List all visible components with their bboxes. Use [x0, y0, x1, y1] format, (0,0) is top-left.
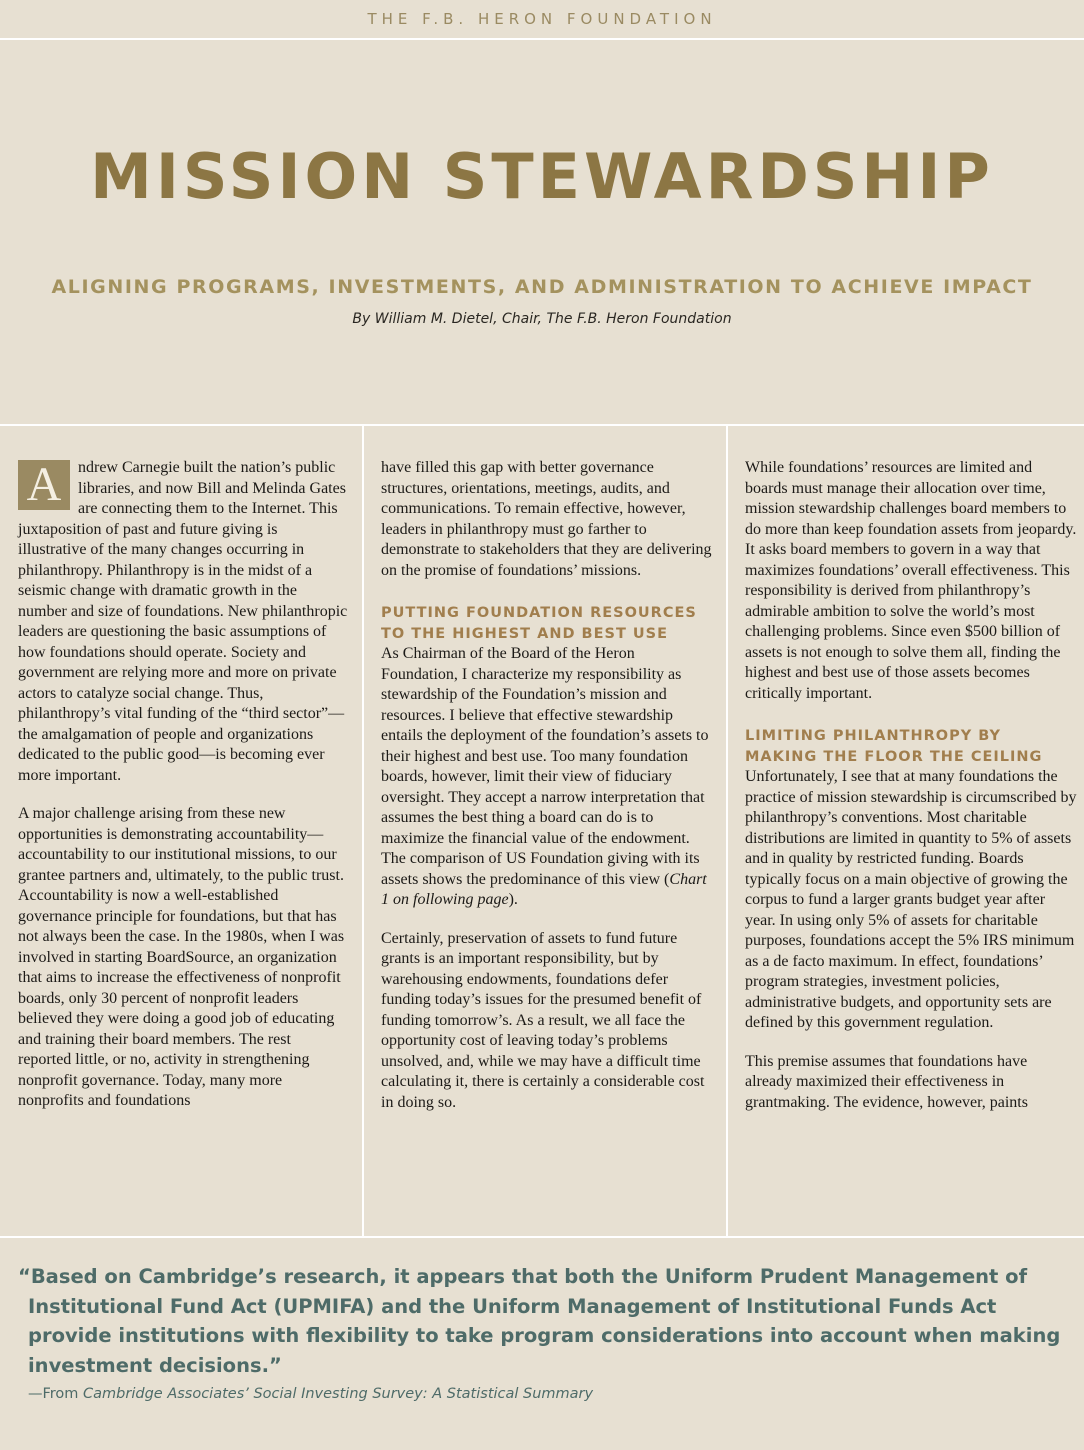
paragraph: A major challenge arising from these new opportunities is demonstrating accountability—accountability to our institutional missions, to our grantee partners and, ultimately, to the public trust. Accountability is now a well-established governance principle for foundations, but that has not always been the case. In the 1980s, when I was involved in starting BoardSource, an organization that aims to increase the effectiveness of nonprofit boards, only 30 percent of nonprofit leaders believed they were doing a good job of educating and training their board members. The rest reported little, or no, activity in strengthening nonprofit governance. Today, many more nonprofits and foundations: [18, 805, 345, 1109]
column-1: [0, 426, 364, 1236]
column-2: [364, 426, 728, 1236]
chart-reference: Chart 1 on following page: [381, 870, 707, 908]
org-name: THE F.B. HERON FOUNDATION: [367, 10, 717, 28]
article-columns: [0, 424, 1084, 1238]
paragraph: have filled this gap with better governance structures, orientations, meetings, audits, and communications. To remain effective, however, leaders in philanthropy must go farther to demonstrate to stakeholders that they are delivering on the promise of foundations’ missions.: [381, 459, 712, 579]
pull-quote-attribution: —From Cambridge Associates’ Social Investing Survey: A Statistical Summary: [28, 1386, 594, 1402]
source-title: Cambridge Associates’ Social Investing Survey: A Statistical Summary: [83, 1386, 594, 1402]
paragraph: While foundations’ resources are limited and boards must manage their allocation over time, mission stewardship challenges board members to do more than keep foundation assets from jeopardy. It asks board members to govern in a way that maximizes foundations’ overall effectiveness. This responsibility is derived from philanthropy’s admirable ambition to solve the world’s most challenging problems. Since even $500 billion of assets is not enough to solve them all, finding the highest and best use of those assets becomes critically important.: [745, 459, 1077, 702]
paragraph: Certainly, preservation of assets to fund future grants is an important responsibility, but by warehousing endowments, foundations defer funding today’s issues for the presumed benefit of funding tomorrow’s. As a result, we all face the opportunity cost of leaving today’s problems unsolved, and, while we may have a difficult time calculating it, there is certainly a considerable cost in doing so.: [381, 929, 705, 1111]
paragraph: As Chairman of the Board of the Heron Foundation, I characterize my responsibility as stewardship of the Foundation’s mission and resources. I believe that effective stewardship entails the deployment of the foundation’s assets to their highest and best use. Too many foundation boards, however, limit their view of fiduciary oversight. They accept a narrow interpretation that assumes the best thing a board can do is to maximize the financial value of the endowment. The comparison of US Foundation giving with its assets shows the predominance of this view (Chart 1 on following page).: [381, 645, 709, 908]
header-bar: [0, 0, 1084, 40]
pull-quote: [18, 1262, 1068, 1402]
page-title: MISSION STEWARDSHIP: [90, 140, 994, 213]
page-subtitle: ALIGNING PROGRAMS, INVESTMENTS, AND ADMINISTRATION TO ACHIEVE IMPACT: [51, 276, 1033, 298]
column-3: [728, 426, 1084, 1236]
pull-quote-text: “Based on Cambridge’s research, it appears that both the Uniform Prudent Management of Institutional Fund Act (UPMIFA) and the Uniform Management of Institutional Funds Act provide institutions with flexibility to take program considerations into account when making investment decisions.”: [18, 1265, 1061, 1377]
section-heading: PUTTING FOUNDATION RESOURCES TO THE HIGHEST AND BEST USE: [381, 605, 697, 642]
paragraph: Unfortunately, I see that at many foundations the practice of mission stewardship is circumscribed by philanthropy’s conventions. Most charitable distributions are limited in quantity to 5% of assets and in quality by restricted funding. Boards typically focus on a main objective of growing the corpus to fund a larger grants budget year after year. In using only 5% of assets for charitable purposes, foundations accept the 5% IRS minimum as a de facto maximum. In effect, foundations’ program strategies, investment policies, administrative budgets, and opportunity sets are defined by this government regulation.: [745, 768, 1077, 1031]
paragraph: [18, 458, 348, 786]
byline: By William M. Dietel, Chair, The F.B. Heron Foundation: [352, 311, 732, 327]
drop-cap: A: [18, 460, 70, 510]
paragraph-text: ndrew Carnegie built the nation’s public libraries, and now Bill and Melinda Gates are connecting them to the Internet. This juxtaposition of past and future giving is illustrative of the many changes occurring in philanthropy. Philanthropy is in the midst of a seismic change with dramatic growth in the number and size of foundations. New philanthropic leaders are questioning the basic assumptions of how foundations should operate. Society and government are relying more and more on private actors to catalyze social change. Thus, philanthropy’s vital funding of the “third sector”—the amalgamation of people and organizations dedicated to the public good—is becoming ever more important.: [18, 459, 348, 784]
paragraph: This premise assumes that foundations have already maximized their effectiveness in grantmaking. The evidence, however, paints: [745, 1052, 1028, 1111]
section-heading: LIMITING PHILANTHROPY BY MAKING THE FLOOR THE CEILING: [745, 728, 1043, 765]
